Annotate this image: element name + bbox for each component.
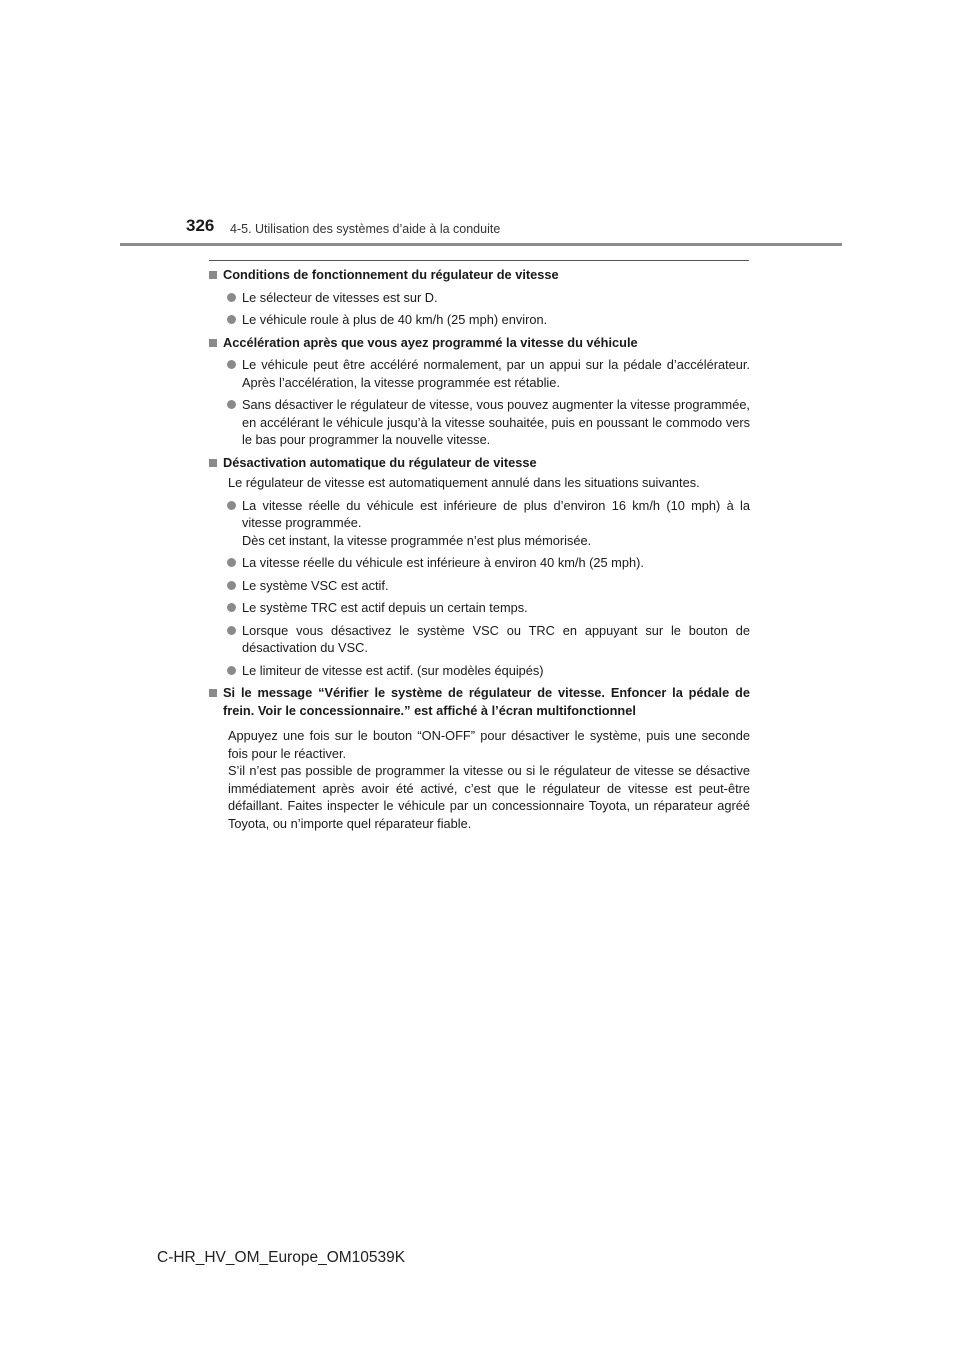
- section-heading: Conditions de fonctionnement du régulateur de vitesse: [223, 267, 559, 282]
- list-item: Le système TRC est actif depuis un certain temps.: [209, 599, 750, 617]
- list-item: Le véhicule peut être accéléré normalement, par un appui sur la pédale d’accélérateur. Après l’accélération, la vitesse programmée est rétablie.: [209, 356, 750, 391]
- section-warning-message: [209, 684, 750, 832]
- circle-bullet-icon: [227, 360, 236, 369]
- square-bullet-icon: [209, 459, 217, 467]
- circle-bullet-icon: [227, 293, 236, 302]
- document-code: C-HR_HV_OM_Europe_OM10539K: [157, 1249, 406, 1266]
- circle-bullet-icon: [227, 315, 236, 324]
- section-heading: Accélération après que vous ayez programmé la vitesse du véhicule: [223, 334, 638, 350]
- circle-bullet-icon: [227, 581, 236, 590]
- section-automatic-deactivation: [209, 454, 750, 680]
- list-item: Le sélecteur de vitesses est sur D.: [209, 289, 750, 307]
- list-item: Sans désactiver le régulateur de vitesse, vous pouvez augmenter la vitesse programmée, en accélérant le véhicule jusqu’à la vitesse souhaitée, puis en poussant le commodo vers le bas pour programmer la nouvelle vitesse.: [209, 396, 750, 449]
- section-paragraph: Appuyez une fois sur le bouton “ON-OFF” pour désactiver le système, puis une seconde fois pour le réactiver. S’il n’est pas possible de programmer la vitesse ou si le régulateur de vitesse se désactive immédiatement après avoir été activé, c’est que le régulateur de vitesse est peut-être défaillant. Faites inspecter le véhicule par un concessionnaire Toyota, un réparateur agréé Toyota, ou n’importe quel réparateur fiable.: [228, 728, 750, 831]
- circle-bullet-icon: [227, 400, 236, 409]
- section-operating-conditions: [209, 266, 750, 329]
- square-bullet-icon: [209, 689, 217, 697]
- section-acceleration: [209, 334, 750, 449]
- circle-bullet-icon: [227, 603, 236, 612]
- square-bullet-icon: [209, 271, 217, 279]
- circle-bullet-icon: [227, 501, 236, 510]
- chapter-title: 4-5. Utilisation des systèmes d’aide à la conduite: [230, 222, 501, 236]
- section-heading: Si le message “Vérifier le système de régulateur de vitesse. Enfoncer la pédale de frein. Voir le concessionnaire.” est affiché à l’écran multifonctionnel: [223, 685, 750, 718]
- page-content: [209, 266, 750, 832]
- list-item: Le limiteur de vitesse est actif. (sur modèles équipés): [209, 662, 750, 680]
- section-intro: Le régulateur de vitesse est automatiquement annulé dans les situations suivantes.: [228, 475, 700, 490]
- circle-bullet-icon: [227, 558, 236, 567]
- list-item: La vitesse réelle du véhicule est inférieure à environ 40 km/h (25 mph).: [209, 554, 750, 572]
- list-item: Le système VSC est actif.: [209, 577, 750, 595]
- square-bullet-icon: [209, 339, 217, 347]
- list-item: Lorsque vous désactivez le système VSC ou TRC en appuyant sur le bouton de désactivation du VSC.: [209, 622, 750, 657]
- list-item: La vitesse réelle du véhicule est inférieure de plus d’environ 16 km/h (10 mph) à la vitesse programmée. Dès cet instant, la vitesse programmée n’est plus mémorisée.: [209, 497, 750, 550]
- page-number: 326: [186, 216, 215, 235]
- circle-bullet-icon: [227, 626, 236, 635]
- section-heading: Désactivation automatique du régulateur de vitesse: [223, 454, 537, 470]
- circle-bullet-icon: [227, 666, 236, 675]
- header-rule: [120, 243, 842, 246]
- section-rule: [209, 260, 749, 261]
- list-item: Le véhicule roule à plus de 40 km/h (25 mph) environ.: [209, 311, 750, 329]
